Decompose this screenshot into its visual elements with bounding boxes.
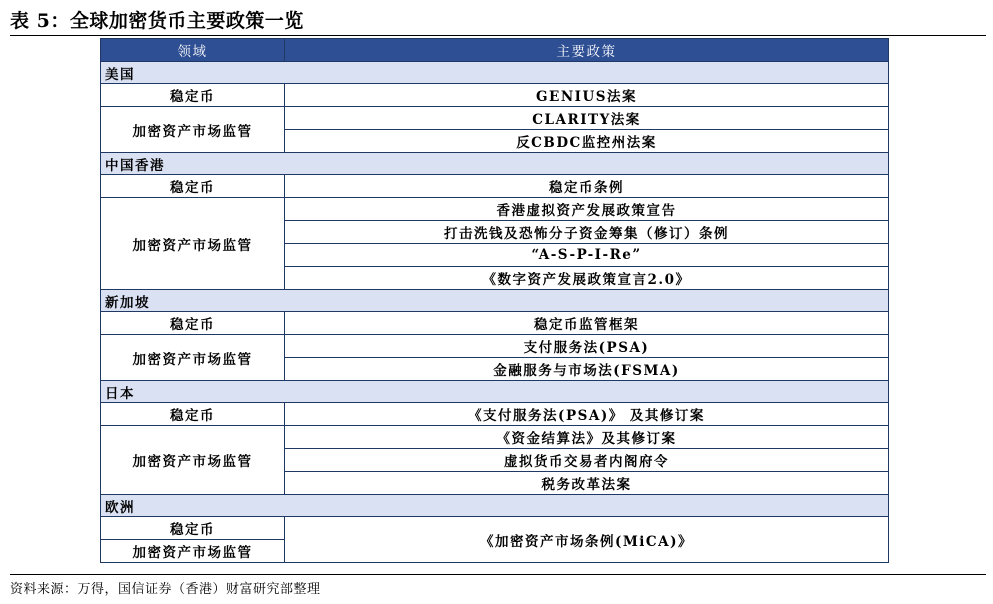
region-name: 中国香港 [101,153,889,175]
policy-cell: 香港虚拟资产发展政策宣告 [285,198,889,221]
table-row [101,426,889,449]
policy-table [100,38,889,563]
table-row [101,403,889,426]
title-divider [10,35,986,36]
policy-cell: GENIUS法案 [285,84,889,107]
policy-cell: 《资金结算法》及其修订案 [285,426,889,449]
policy-cell: CLARITY法案 [285,107,889,130]
table-title: 表 5：全球加密货币主要政策一览 [10,10,304,32]
table-row [101,335,889,358]
region-row [101,495,889,517]
domain-cell: 加密资产市场监管 [101,335,285,381]
region-name: 日本 [101,381,889,403]
policy-cell: 打击洗钱及恐怖分子资金筹集（修订）条例 [285,221,889,244]
policy-cell: 稳定币条例 [285,175,889,198]
policy-cell: 税务改革法案 [285,472,889,495]
table-row [101,312,889,335]
domain-cell: 加密资产市场监管 [101,107,285,153]
policy-cell: 反CBDC监控州法案 [285,130,889,153]
source-divider [10,574,986,575]
table-body [101,62,889,563]
domain-cell: 稳定币 [101,84,285,107]
policy-cell: 金融服务与市场法(FSMA) [285,358,889,381]
policy-cell: “A-S-P-I-Re” [285,244,889,267]
policy-cell: 《数字资产发展政策宣言2.0》 [285,267,889,290]
region-row [101,290,889,312]
table-row [101,175,889,198]
region-name: 新加坡 [101,290,889,312]
policy-cell: 《加密资产市场条例(MiCA)》 [285,517,889,563]
region-row [101,153,889,175]
table-row [101,198,889,221]
policy-cell: 稳定币监管框架 [285,312,889,335]
policy-cell: 虚拟货币交易者内阁府令 [285,449,889,472]
domain-cell: 加密资产市场监管 [101,198,285,290]
domain-cell: 加密资产市场监管 [101,426,285,495]
domain-cell: 加密资产市场监管 [101,540,285,563]
table-row [101,107,889,130]
policy-cell: 支付服务法(PSA) [285,335,889,358]
region-name: 欧洲 [101,495,889,517]
domain-cell: 稳定币 [101,312,285,335]
header-domain: 领域 [101,39,285,62]
table-row [101,517,889,540]
domain-cell: 稳定币 [101,403,285,426]
table-row [101,84,889,107]
header-policy: 主要政策 [285,39,889,62]
domain-cell: 稳定币 [101,175,285,198]
region-row [101,381,889,403]
policy-cell: 《支付服务法(PSA)》 及其修订案 [285,403,889,426]
domain-cell: 稳定币 [101,517,285,540]
region-name: 美国 [101,62,889,84]
source-note: 资料来源：万得，国信证券（香港）财富研究部整理 [10,582,321,597]
region-row [101,62,889,84]
